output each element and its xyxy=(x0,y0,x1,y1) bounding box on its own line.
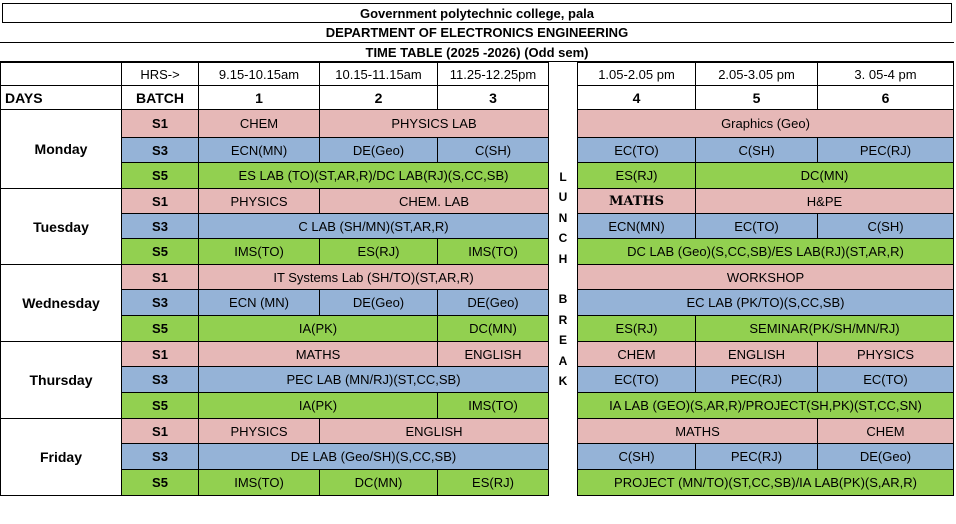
class-cell: IMS(TO) xyxy=(438,393,549,419)
class-cell: EC(TO) xyxy=(578,367,696,393)
tuesday-s5-row xyxy=(1,239,954,265)
college-name-text: Government polytechnic college, pala xyxy=(359,5,595,21)
class-cell: DC(MN) xyxy=(696,163,954,189)
class-cell: DC(MN) xyxy=(320,470,438,496)
batch-cell: S1 xyxy=(122,419,199,444)
batch-cell: S3 xyxy=(122,444,199,470)
class-cell: IT Systems Lab (SH/TO)(ST,AR,R) xyxy=(199,265,549,290)
class-cell: DC(MN) xyxy=(438,316,549,342)
wednesday-s3-row xyxy=(1,290,954,316)
class-cell: DE(Geo) xyxy=(438,290,549,316)
class-cell: IA(PK) xyxy=(199,316,438,342)
class-cell: ES(RJ) xyxy=(578,316,696,342)
batch-cell: S1 xyxy=(122,189,199,214)
batch-cell: S5 xyxy=(122,393,199,419)
batch-cell: S1 xyxy=(122,110,199,138)
class-cell: ENGLISH xyxy=(438,342,549,367)
hours-row xyxy=(1,63,954,86)
periods-row xyxy=(1,86,954,110)
batch-cell: S3 xyxy=(122,290,199,316)
lunch-letter: C xyxy=(558,231,568,245)
class-cell: WORKSHOP xyxy=(578,265,954,290)
timetable-grid xyxy=(0,62,954,496)
class-cell: EC(TO) xyxy=(818,367,954,393)
class-cell: IA LAB (GEO)(S,AR,R)/PROJECT(SH,PK)(ST,CC,SN) xyxy=(578,393,954,419)
corner-cell xyxy=(1,63,122,86)
class-cell: IMS(TO) xyxy=(438,239,549,265)
class-cell: ES(RJ) xyxy=(578,163,696,189)
lunch-break-text xyxy=(549,167,577,392)
department-title xyxy=(0,23,954,43)
lunch-letter: L xyxy=(559,169,567,184)
class-cell: H&PE xyxy=(696,189,954,214)
wednesday-s5-row xyxy=(1,316,954,342)
lunch-break-column xyxy=(549,63,578,496)
class-cell: CHEM xyxy=(199,110,320,138)
class-cell: EC(TO) xyxy=(578,138,696,163)
class-cell: EC(TO) xyxy=(696,214,818,239)
class-cell: PEC LAB (MN/RJ)(ST,CC,SB) xyxy=(199,367,549,393)
class-cell: MATHS xyxy=(199,342,438,367)
class-cell: PHYSICS xyxy=(199,189,320,214)
class-cell: PHYSICS xyxy=(199,419,320,444)
class-cell: ECN (MN) xyxy=(199,290,320,316)
hrs-label: HRS-> xyxy=(122,63,199,86)
class-cell: CHEM xyxy=(578,342,696,367)
class-cell: DE(Geo) xyxy=(818,444,954,470)
period-5: 5 xyxy=(696,86,818,110)
period-4: 4 xyxy=(578,86,696,110)
class-cell: PEC(RJ) xyxy=(818,138,954,163)
thursday-s5-row xyxy=(1,393,954,419)
period-3: 3 xyxy=(438,86,549,110)
monday-s5-row xyxy=(1,163,954,189)
class-cell: ENGLISH xyxy=(320,419,549,444)
class-cell: MATHS xyxy=(578,189,696,214)
tuesday-s3-row xyxy=(1,214,954,239)
wednesday-s1-row xyxy=(1,265,954,290)
class-cell: ES(RJ) xyxy=(438,470,549,496)
break-letter: E xyxy=(558,333,567,347)
tuesday-s1-row xyxy=(1,189,954,214)
class-cell: IMS(TO) xyxy=(199,470,320,496)
lunch-letter: U xyxy=(558,190,568,204)
class-cell: C LAB (SH/MN)(ST,AR,R) xyxy=(199,214,549,239)
college-name xyxy=(2,3,952,23)
class-cell: PHYSICS xyxy=(818,342,954,367)
thursday-s3-row xyxy=(1,367,954,393)
break-letter: R xyxy=(558,312,568,327)
class-cell: IMS(TO) xyxy=(199,239,320,265)
period-2: 2 xyxy=(320,86,438,110)
class-cell: ECN(MN) xyxy=(199,138,320,163)
class-cell: DC LAB (Geo)(S,CC,SB)/ES LAB(RJ)(ST,AR,R) xyxy=(578,239,954,265)
class-cell: ES(RJ) xyxy=(320,239,438,265)
class-cell: DE(Geo) xyxy=(320,138,438,163)
class-cell: CHEM xyxy=(818,419,954,444)
batch-cell: S3 xyxy=(122,214,199,239)
class-cell: PHYSICS LAB xyxy=(320,110,549,138)
class-cell: PEC(RJ) xyxy=(696,444,818,470)
batch-cell: S3 xyxy=(122,367,199,393)
class-cell: DE LAB (Geo/SH)(S,CC,SB) xyxy=(199,444,549,470)
lunch-letter: N xyxy=(558,210,568,225)
class-cell: C(SH) xyxy=(696,138,818,163)
day-wednesday: Wednesday xyxy=(1,265,122,342)
class-cell: MATHS xyxy=(578,419,818,444)
days-label: DAYS xyxy=(1,86,122,110)
time-slot-2: 10.15-11.15am xyxy=(320,63,438,86)
time-slot-4: 1.05-2.05 pm xyxy=(578,63,696,86)
department-title-text: DEPARTMENT OF ELECTRONICS ENGINEERING xyxy=(325,25,629,40)
class-cell: DE(Geo) xyxy=(320,290,438,316)
lunch-letter: H xyxy=(558,251,568,266)
break-letter: B xyxy=(558,292,568,306)
monday-s3-row xyxy=(1,138,954,163)
friday-s5-row xyxy=(1,470,954,496)
class-cell: ES LAB (TO)(ST,AR,R)/DC LAB(RJ)(S,CC,SB) xyxy=(199,163,549,189)
batch-cell: S1 xyxy=(122,265,199,290)
class-cell: ECN(MN) xyxy=(578,214,696,239)
time-slot-1: 9.15-10.15am xyxy=(199,63,320,86)
day-friday: Friday xyxy=(1,419,122,496)
class-cell: EC LAB (PK/TO)(S,CC,SB) xyxy=(578,290,954,316)
monday-s1-row xyxy=(1,110,954,138)
friday-s1-row xyxy=(1,419,954,444)
class-cell: C(SH) xyxy=(818,214,954,239)
break-letter: K xyxy=(558,374,568,388)
batch-cell: S3 xyxy=(122,138,199,163)
timetable-title-text: TIME TABLE (2025 -2026) (Odd sem) xyxy=(365,44,589,60)
class-cell: SEMINAR(PK/SH/MN/RJ) xyxy=(696,316,954,342)
break-letter: A xyxy=(558,353,568,368)
class-cell: PROJECT (MN/TO)(ST,CC,SB)/IA LAB(PK)(S,AR,R) xyxy=(578,470,954,496)
day-monday: Monday xyxy=(1,110,122,189)
class-cell: CHEM. LAB xyxy=(320,189,549,214)
batch-cell: S1 xyxy=(122,342,199,367)
batch-cell: S5 xyxy=(122,316,199,342)
class-cell: C(SH) xyxy=(438,138,549,163)
batch-cell: S5 xyxy=(122,239,199,265)
time-slot-3: 11.25-12.25pm xyxy=(438,63,549,86)
time-slot-5: 2.05-3.05 pm xyxy=(696,63,818,86)
batch-cell: S5 xyxy=(122,163,199,189)
day-thursday: Thursday xyxy=(1,342,122,419)
timetable-title xyxy=(0,43,954,62)
batch-cell: S5 xyxy=(122,470,199,496)
period-1: 1 xyxy=(199,86,320,110)
class-cell: Graphics (Geo) xyxy=(578,110,954,138)
class-cell: C(SH) xyxy=(578,444,696,470)
time-slot-6: 3. 05-4 pm xyxy=(818,63,954,86)
friday-s3-row xyxy=(1,444,954,470)
batch-label: BATCH xyxy=(122,86,199,110)
day-tuesday: Tuesday xyxy=(1,189,122,265)
period-6: 6 xyxy=(818,86,954,110)
class-cell: IA(PK) xyxy=(199,393,438,419)
class-cell: PEC(RJ) xyxy=(696,367,818,393)
thursday-s1-row xyxy=(1,342,954,367)
class-cell: ENGLISH xyxy=(696,342,818,367)
